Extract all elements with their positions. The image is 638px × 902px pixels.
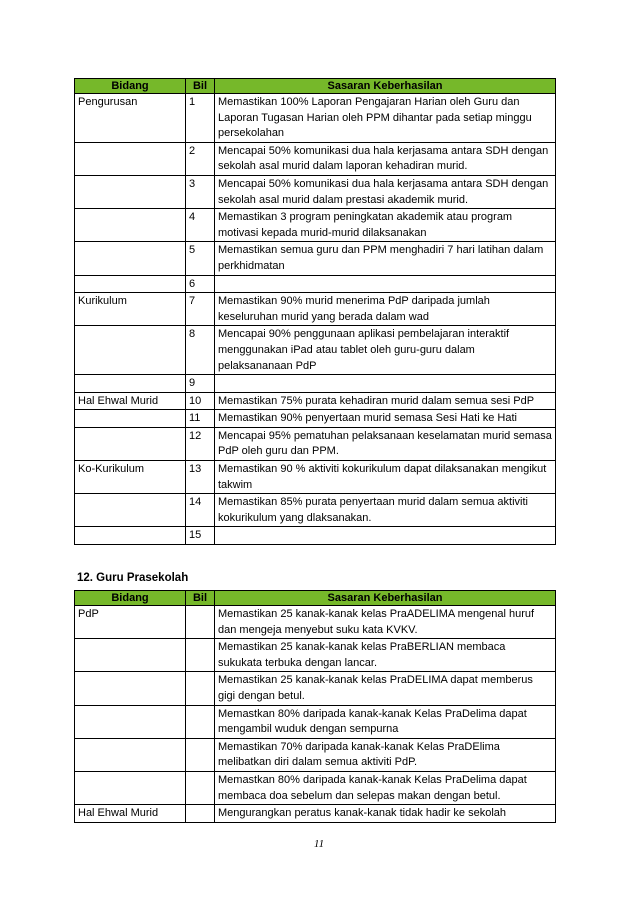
cell-sasaran: Memastikan 25 kanak-kanak kelas PraBERLIAN membaca sukukata terbuka dengan lancar. bbox=[215, 639, 556, 672]
cell-bidang bbox=[75, 175, 186, 208]
cell-bil: 1 bbox=[186, 94, 215, 143]
cell-sasaran: Memastikan 90% murid menerima PdP daripada jumlah keseluruhan murid yang berada dalam wad bbox=[215, 293, 556, 326]
cell-sasaran: Memastikan 3 program peningkatan akademik atau program motivasi kepada murid-murid dilaksanakan bbox=[215, 209, 556, 242]
table-row bbox=[75, 527, 556, 545]
cell-bidang bbox=[75, 375, 186, 393]
cell-bidang bbox=[75, 326, 186, 375]
cell-bil: 4 bbox=[186, 209, 215, 242]
cell-sasaran: Memastikan 90% penyertaan murid semasa Sesi Hati ke Hati bbox=[215, 410, 556, 428]
cell-bidang: Hal Ehwal Murid bbox=[75, 805, 186, 823]
cell-bidang: PdP bbox=[75, 606, 186, 639]
table-row bbox=[75, 94, 556, 143]
cell-bil: 2 bbox=[186, 142, 215, 175]
table-row bbox=[75, 275, 556, 293]
cell-bil: 14 bbox=[186, 494, 215, 527]
table-row bbox=[75, 738, 556, 771]
cell-bidang bbox=[75, 242, 186, 275]
section-title: 12. Guru Prasekolah bbox=[77, 572, 189, 584]
cell-bil bbox=[186, 606, 215, 639]
cell-bidang bbox=[75, 672, 186, 705]
header-bil: Bil bbox=[186, 591, 215, 606]
cell-bidang: Hal Ehwal Murid bbox=[75, 392, 186, 410]
cell-bidang bbox=[75, 527, 186, 545]
cell-sasaran: Memastkan 80% daripada kanak-kanak Kelas PraDelima dapat mengambil wuduk dengan sempurna bbox=[215, 705, 556, 738]
cell-bil: 10 bbox=[186, 392, 215, 410]
table-row bbox=[75, 672, 556, 705]
cell-bil: 12 bbox=[186, 427, 215, 460]
table-row bbox=[75, 461, 556, 494]
cell-sasaran: Memastikan 25 kanak-kanak kelas PraDELIMA dapat memberus gigi dengan betul. bbox=[215, 672, 556, 705]
table-header-row bbox=[75, 591, 556, 606]
cell-bidang: Pengurusan bbox=[75, 94, 186, 143]
cell-sasaran bbox=[215, 375, 556, 393]
cell-sasaran bbox=[215, 275, 556, 293]
table-row bbox=[75, 639, 556, 672]
cell-sasaran: Mencapai 95% pematuhan pelaksanaan keselamatan murid semasa PdP oleh guru dan PPM. bbox=[215, 427, 556, 460]
cell-bidang bbox=[75, 771, 186, 804]
cell-sasaran: Memastikan 25 kanak-kanak kelas PraADELIMA mengenal huruf dan mengeja menyebut suku kata KVKV. bbox=[215, 606, 556, 639]
table-row bbox=[75, 293, 556, 326]
table-row bbox=[75, 494, 556, 527]
cell-bil: 13 bbox=[186, 461, 215, 494]
table-row bbox=[75, 209, 556, 242]
cell-bil bbox=[186, 639, 215, 672]
header-sasaran: Sasaran Keberhasilan bbox=[215, 79, 556, 94]
cell-sasaran: Memastikan 75% purata kehadiran murid dalam semua sesi PdP bbox=[215, 392, 556, 410]
cell-sasaran: Memastikan 90 % aktiviti kokurikulum dapat dilaksanakan mengikut takwim bbox=[215, 461, 556, 494]
table-row bbox=[75, 326, 556, 375]
cell-sasaran: Memastikan 70% daripada kanak-kanak Kelas PraDElima melibatkan diri dalam semua aktiviti PdP. bbox=[215, 738, 556, 771]
table-row bbox=[75, 242, 556, 275]
cell-bidang: Kurikulum bbox=[75, 293, 186, 326]
table-row bbox=[75, 805, 556, 823]
cell-sasaran: Memastikan 100% Laporan Pengajaran Harian oleh Guru dan Laporan Tugasan Harian oleh PPM dihantar pada setiap minggu persekolahan bbox=[215, 94, 556, 143]
cell-bil: 3 bbox=[186, 175, 215, 208]
cell-sasaran: Mencapai 50% komunikasi dua hala kerjasama antara SDH dengan sekolah asal murid dalam prestasi akademik murid. bbox=[215, 175, 556, 208]
table-row bbox=[75, 175, 556, 208]
cell-bil: 9 bbox=[186, 375, 215, 393]
cell-bil: 15 bbox=[186, 527, 215, 545]
table-row bbox=[75, 771, 556, 804]
cell-bidang bbox=[75, 209, 186, 242]
table-1-body bbox=[75, 94, 556, 545]
cell-bil: 6 bbox=[186, 275, 215, 293]
table-row bbox=[75, 142, 556, 175]
table-2-body bbox=[75, 606, 556, 823]
cell-bidang bbox=[75, 427, 186, 460]
cell-bil bbox=[186, 672, 215, 705]
cell-bidang bbox=[75, 142, 186, 175]
cell-sasaran: Mencapai 90% penggunaan aplikasi pembelajaran interaktif menggunakan iPad atau tablet oleh guru-guru dalam pelaksananaan PdP bbox=[215, 326, 556, 375]
cell-bidang bbox=[75, 410, 186, 428]
cell-bil: 7 bbox=[186, 293, 215, 326]
cell-sasaran bbox=[215, 527, 556, 545]
cell-bidang bbox=[75, 738, 186, 771]
cell-sasaran: Memastkan 80% daripada kanak-kanak Kelas PraDelima dapat membaca doa sebelum dan selepas makan dengan betul. bbox=[215, 771, 556, 804]
table-row bbox=[75, 606, 556, 639]
header-sasaran: Sasaran Keberhasilan bbox=[215, 591, 556, 606]
cell-bidang bbox=[75, 275, 186, 293]
table-row bbox=[75, 375, 556, 393]
cell-bil bbox=[186, 738, 215, 771]
table-row bbox=[75, 392, 556, 410]
header-bidang: Bidang bbox=[75, 79, 186, 94]
table-row bbox=[75, 705, 556, 738]
cell-bil: 11 bbox=[186, 410, 215, 428]
sasaran-table-1 bbox=[74, 78, 556, 545]
cell-bil bbox=[186, 771, 215, 804]
cell-sasaran: Memastikan semua guru dan PPM menghadiri 7 hari latihan dalam perkhidmatan bbox=[215, 242, 556, 275]
table-row bbox=[75, 427, 556, 460]
page-number: 11 bbox=[313, 838, 325, 850]
cell-bil: 8 bbox=[186, 326, 215, 375]
cell-bil: 5 bbox=[186, 242, 215, 275]
cell-bil bbox=[186, 805, 215, 823]
cell-bidang: Ko-Kurikulum bbox=[75, 461, 186, 494]
cell-bil bbox=[186, 705, 215, 738]
header-bidang: Bidang bbox=[75, 591, 186, 606]
cell-sasaran: Memastikan 85% purata penyertaan murid dalam semua aktiviti kokurikulum yang dlaksanakan. bbox=[215, 494, 556, 527]
cell-bidang bbox=[75, 705, 186, 738]
cell-sasaran: Mengurangkan peratus kanak-kanak tidak hadir ke sekolah bbox=[215, 805, 556, 823]
table-row bbox=[75, 410, 556, 428]
cell-bidang bbox=[75, 494, 186, 527]
sasaran-table-2 bbox=[74, 590, 556, 823]
cell-sasaran: Mencapai 50% komunikasi dua hala kerjasama antara SDH dengan sekolah asal murid dalam laporan kehadiran murid. bbox=[215, 142, 556, 175]
cell-bidang bbox=[75, 639, 186, 672]
header-bil: Bil bbox=[186, 79, 215, 94]
table-header-row bbox=[75, 79, 556, 94]
